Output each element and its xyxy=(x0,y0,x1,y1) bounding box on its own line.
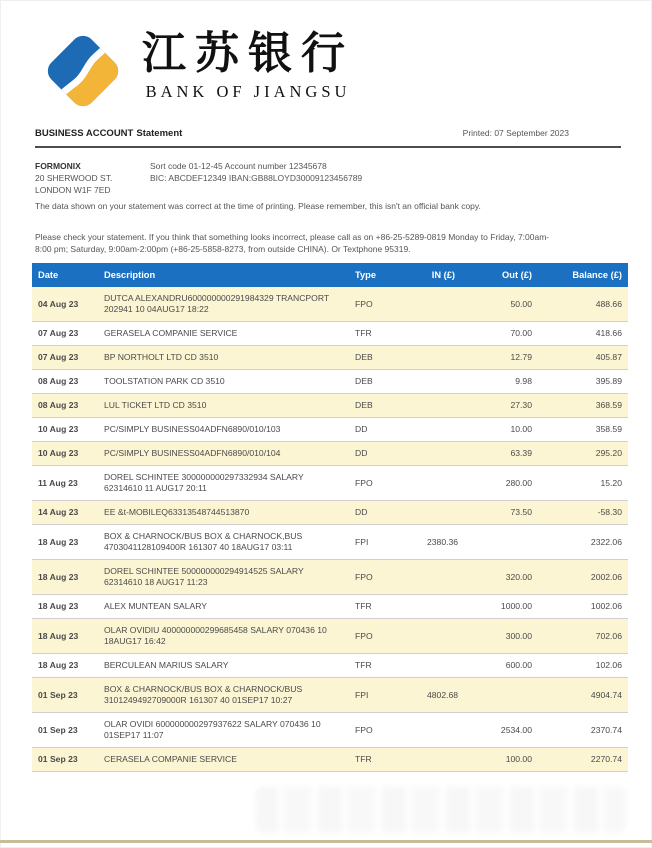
cell-in-amount xyxy=(421,748,461,772)
cell-type: FPI xyxy=(355,536,369,547)
cell-type: DEB xyxy=(355,400,373,410)
cell-balance: 102.06 xyxy=(595,660,622,670)
account-address-line1: 20 SHERWOOD ST. xyxy=(35,173,113,183)
table-row xyxy=(32,466,628,501)
cell-balance: -58.30 xyxy=(597,507,622,517)
cell-type: DEB xyxy=(355,352,373,362)
account-holder-block xyxy=(35,160,112,196)
cell-out-amount: 27.30 xyxy=(510,400,532,410)
cell-in-amount xyxy=(421,418,461,442)
cell-description: DOREL SCHINTEE 300000000297332934 SALARY 62314610 11 AUG17 20:11 xyxy=(104,472,304,493)
cell-balance: 702.06 xyxy=(595,630,622,641)
cell-date: 07 Aug 23 xyxy=(38,352,79,362)
cell-out-amount: 12.79 xyxy=(510,352,532,362)
cell-in-amount xyxy=(421,466,461,501)
cell-in-amount xyxy=(421,346,461,370)
cell-date: 01 Sep 23 xyxy=(38,754,78,764)
cell-out-amount: 1000.00 xyxy=(500,601,532,611)
cell-in-amount xyxy=(421,394,461,418)
cell-balance: 488.66 xyxy=(595,298,622,309)
data-correct-notice: The data shown on your statement was correct at the time of printing. Please remember, this isn't an official bank copy. xyxy=(35,201,481,211)
printed-date: Printed: 07 September 2023 xyxy=(462,128,569,138)
cell-description: OLAR OVIDIU 400000000299685458 SALARY 070436 10 18AUG17 16:42 xyxy=(104,625,327,646)
cell-type: FPO xyxy=(355,724,373,735)
table-row xyxy=(32,619,628,654)
cell-balance: 2002.06 xyxy=(590,571,622,582)
table-row xyxy=(32,287,628,322)
cell-description: BOX & CHARNOCK/BUS BOX & CHARNOCK/BUS 3101249492709000R 161307 40 01SEP17 10:27 xyxy=(104,684,303,705)
table-row xyxy=(32,346,628,370)
cell-type: TFR xyxy=(355,328,372,338)
sort-code-line: Sort code 01-12-45 Account number 12345678 xyxy=(150,161,327,171)
cell-balance: 418.66 xyxy=(595,328,622,338)
cell-description: CERASELA COMPANIE SERVICE xyxy=(104,754,237,764)
bank-name-chinese: 江苏银行 xyxy=(142,28,354,79)
cell-out-amount xyxy=(461,678,538,713)
transactions-table xyxy=(32,263,628,772)
cell-out-amount: 320.00 xyxy=(505,571,532,582)
cell-date: 18 Aug 23 xyxy=(38,660,79,670)
cell-in-amount xyxy=(421,713,461,748)
cell-date: 14 Aug 23 xyxy=(38,507,79,517)
cell-type: DEB xyxy=(355,376,373,386)
cell-date: 18 Aug 23 xyxy=(38,630,79,641)
cell-in-amount xyxy=(421,501,461,525)
cell-in-amount xyxy=(421,370,461,394)
cell-balance: 368.59 xyxy=(595,400,622,410)
cell-type: FPO xyxy=(355,630,373,641)
account-address-line2: LONDON W1F 7ED xyxy=(35,185,111,195)
check-statement-notice xyxy=(35,231,615,255)
cell-date: 01 Sep 23 xyxy=(38,724,78,735)
cell-out-amount: 300.00 xyxy=(505,630,532,641)
cell-type: TFR xyxy=(355,660,372,670)
cell-in-amount xyxy=(421,654,461,678)
table-row xyxy=(32,560,628,595)
account-holder-name: FORMONIX xyxy=(35,161,81,171)
table-row xyxy=(32,442,628,466)
cell-in-amount: 2380.36 xyxy=(427,536,459,547)
cell-date: 11 Aug 23 xyxy=(38,477,78,488)
table-row xyxy=(32,418,628,442)
cell-description: BP NORTHOLT LTD CD 3510 xyxy=(104,352,219,362)
column-header-in: IN (£) xyxy=(421,263,461,287)
column-header-description: Description xyxy=(98,263,349,287)
cell-type: DD xyxy=(355,448,368,458)
cell-description: ALEX MUNTEAN SALARY xyxy=(104,601,207,611)
table-row xyxy=(32,678,628,713)
table-row xyxy=(32,501,628,525)
bank-name-english: BANK OF JIANGSU xyxy=(145,82,351,101)
cell-out-amount: 73.50 xyxy=(510,507,532,517)
bic-iban-line: BIC: ABCDEF12349 IBAN:GB88LOYD30009123456789 xyxy=(150,173,363,183)
cell-description: DUTCA ALEXANDRU600000000291984329 TRANCPORT 202941 10 04AUG17 18:22 xyxy=(104,293,329,314)
cell-date: 01 Sep 23 xyxy=(38,689,78,700)
cell-description: PC/SIMPLY BUSINESS04ADFN6890/010/103 xyxy=(104,424,281,434)
page-bottom-edge xyxy=(0,840,652,843)
cell-out-amount: 100.00 xyxy=(505,754,532,764)
cell-description: OLAR OVIDI 600000000297937622 SALARY 070436 10 01SEP17 11:07 xyxy=(104,719,321,740)
table-row xyxy=(32,654,628,678)
statement-title-main: BUSINESS ACCOUNT xyxy=(35,128,134,139)
cell-in-amount xyxy=(421,442,461,466)
bank-logo-icon xyxy=(40,28,126,114)
cell-balance: 2322.06 xyxy=(590,536,622,547)
table-row xyxy=(32,595,628,619)
cell-description: TOOLSTATION PARK CD 3510 xyxy=(104,376,225,386)
faint-watermark xyxy=(255,786,627,834)
cell-description: BERCULEAN MARIUS SALARY xyxy=(104,660,229,670)
cell-type: DD xyxy=(355,507,368,517)
cell-description: LUL TICKET LTD CD 3510 xyxy=(104,400,207,410)
cell-out-amount: 70.00 xyxy=(510,328,532,338)
cell-date: 18 Aug 23 xyxy=(38,601,79,611)
cell-out-amount: 2534.00 xyxy=(500,724,532,735)
cell-date: 18 Aug 23 xyxy=(38,536,79,547)
check-statement-notice-line1: Please check your statement. If you think that something looks incorrect, please call as on +86-25-5289-0819 Monday to Friday, 7:00am- xyxy=(35,232,550,242)
table-row xyxy=(32,322,628,346)
table-row xyxy=(32,525,628,560)
cell-type: DD xyxy=(355,424,368,434)
cell-description: GERASELA COMPANIE SERVICE xyxy=(104,328,238,338)
cell-type: FPO xyxy=(355,477,373,488)
cell-date: 08 Aug 23 xyxy=(38,376,79,386)
cell-out-amount: 63.39 xyxy=(510,448,532,458)
table-header-row xyxy=(32,263,628,287)
cell-type: FPI xyxy=(355,689,369,700)
cell-type: TFR xyxy=(355,601,372,611)
cell-in-amount xyxy=(421,619,461,654)
check-statement-notice-line2: 8:00 pm; Saturday, 9:00am-2:00pm (+86-25-5858-8273, from outside CHINA). Or Textphone 95319. xyxy=(35,244,411,254)
column-header-balance: Balance (£) xyxy=(538,263,628,287)
cell-balance: 2270.74 xyxy=(590,754,622,764)
cell-balance: 295.20 xyxy=(595,448,622,458)
table-row xyxy=(32,713,628,748)
cell-out-amount: 280.00 xyxy=(505,477,532,488)
cell-date: 08 Aug 23 xyxy=(38,400,79,410)
cell-type: FPO xyxy=(355,571,373,582)
cell-description: BOX & CHARNOCK/BUS BOX & CHARNOCK,BUS 4703041128109400R 161307 40 18AUG17 03:11 xyxy=(104,531,303,552)
cell-balance: 358.59 xyxy=(595,424,622,434)
table-row xyxy=(32,748,628,772)
cell-out-amount: 9.98 xyxy=(515,376,532,386)
cell-out-amount: 600.00 xyxy=(505,660,532,670)
cell-date: 07 Aug 23 xyxy=(38,328,79,338)
bank-logo xyxy=(40,28,354,114)
column-header-type: Type xyxy=(349,263,421,287)
cell-description: EE &t-MOBILEQ63313548744513870 xyxy=(104,507,250,517)
cell-type: FPO xyxy=(355,298,373,309)
cell-out-amount xyxy=(461,525,538,560)
cell-in-amount: 4802.68 xyxy=(427,689,459,700)
cell-date: 10 Aug 23 xyxy=(38,424,79,434)
cell-date: 04 Aug 23 xyxy=(38,298,79,309)
cell-balance: 395.89 xyxy=(595,376,622,386)
statement-title-sub: Statement xyxy=(136,128,183,139)
cell-date: 18 Aug 23 xyxy=(38,571,79,582)
cell-out-amount: 10.00 xyxy=(510,424,532,434)
cell-in-amount xyxy=(421,595,461,619)
cell-description: DOREL SCHINTEE 500000000294914525 SALARY 62314610 18 AUG17 11:23 xyxy=(104,566,304,587)
table-row xyxy=(32,370,628,394)
cell-balance: 1002.06 xyxy=(590,601,622,611)
column-header-out: Out (£) xyxy=(461,263,538,287)
account-numbers-block xyxy=(150,160,362,184)
cell-balance: 2370.74 xyxy=(590,724,622,735)
cell-balance: 15.20 xyxy=(600,477,622,488)
table-row xyxy=(32,394,628,418)
cell-out-amount: 50.00 xyxy=(510,298,532,309)
cell-balance: 405.87 xyxy=(595,352,622,362)
cell-in-amount xyxy=(421,287,461,322)
cell-description: PC/SIMPLY BUSINESS04ADFN6890/010/104 xyxy=(104,448,281,458)
header-divider xyxy=(35,146,621,148)
cell-date: 10 Aug 23 xyxy=(38,448,79,458)
column-header-date: Date xyxy=(32,263,98,287)
cell-in-amount xyxy=(421,322,461,346)
statement-header-row xyxy=(35,128,621,139)
cell-in-amount xyxy=(421,560,461,595)
cell-type: TFR xyxy=(355,754,372,764)
bank-name-block xyxy=(142,28,354,102)
cell-balance: 4904.74 xyxy=(590,689,622,700)
